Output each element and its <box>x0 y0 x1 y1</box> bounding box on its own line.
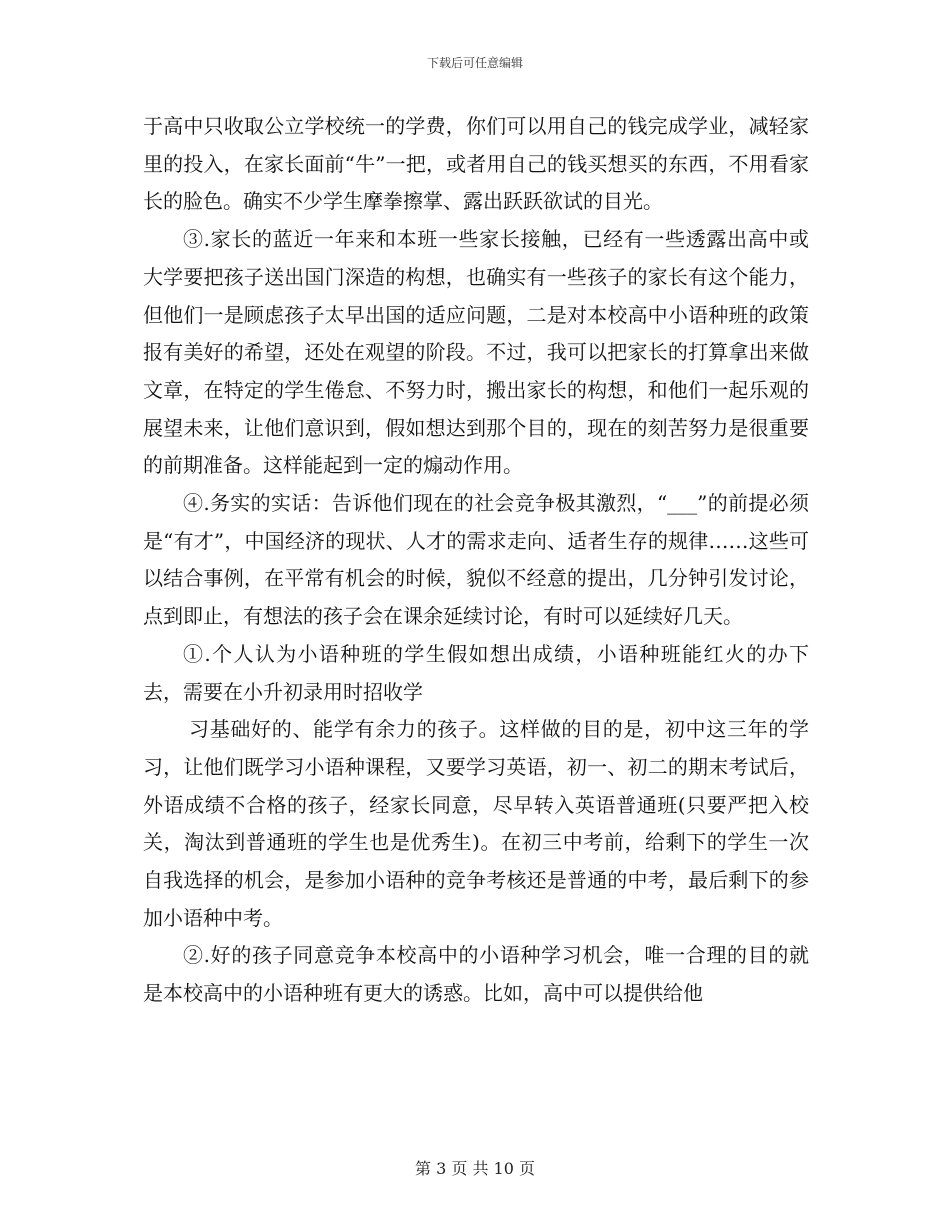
paragraph: 习基础好的、能学有余力的孩子。这样做的目的是，初中这三年的学习，让他们既学习小语种课程，又要学习英语，初一、初二的期末考试后，外语成绩不合格的孩子，经家长同意，尽早转入英语普通班(只要严把入校关，淘汰到普通班的学生也是优秀生)。在初三中考前，给剩下的学生一次自我选择的机会，是参加小语种的竞争考核还是普通的中考，最后剩下的参加小语种中考。 <box>143 717 809 930</box>
page-header: 下载后可任意编辑 <box>426 56 523 70</box>
paragraph: ①.个人认为小语种班的学生假如想出成绩，小语种班能红火的办下去，需要在小升初录用时招收学 <box>143 641 809 704</box>
paragraph: ④.务实的实话：告诉他们现在的社会竞争极其激烈，“___”的前提必须是“有才”，中国经济的现状、人才的需求走向、适者生存的规律……这些可以结合事例，在平常有机会的时候，貌似不经意的提出，几分钟引发讨论，点到即止，有想法的孩子会在课余延续讨论，有时可以延续好几天。 <box>143 491 809 629</box>
document-body <box>143 108 809 1013</box>
paragraph: 于高中只收取公立学校统一的学费，你们可以用自己的钱完成学业，减轻家里的投入，在家长面前“牛”一把，或者用自己的钱买想买的东西，不用看家长的脸色。确实不少学生摩拳擦掌、露出跃跃欲试的目光。 <box>143 114 809 214</box>
paragraph: ②.好的孩子同意竞争本校高中的小语种学习机会，唯一合理的目的就是本校高中的小语种班有更大的诱惑。比如，高中可以提供给他 <box>143 943 809 1006</box>
paragraph: ③.家长的蓝近一年来和本班一些家长接触，已经有一些透露出高中或大学要把孩子送出国门深造的构想，也确实有一些孩子的家长有这个能力，但他们一是顾虑孩子太早出国的适应问题，二是对本校高中小语种班的政策报有美好的希望，还处在观望的阶段。不过，我可以把家长的打算拿出来做文章，在特定的学生倦怠、不努力时，搬出家长的构想，和他们一起乐观的展望未来，让他们意识到，假如想达到那个目的，现在的刻苦努力是很重要的前期准备。这样能起到一定的煽动作用。 <box>143 227 809 478</box>
page-footer: 第 3 页 共 10 页 <box>415 1159 535 1178</box>
